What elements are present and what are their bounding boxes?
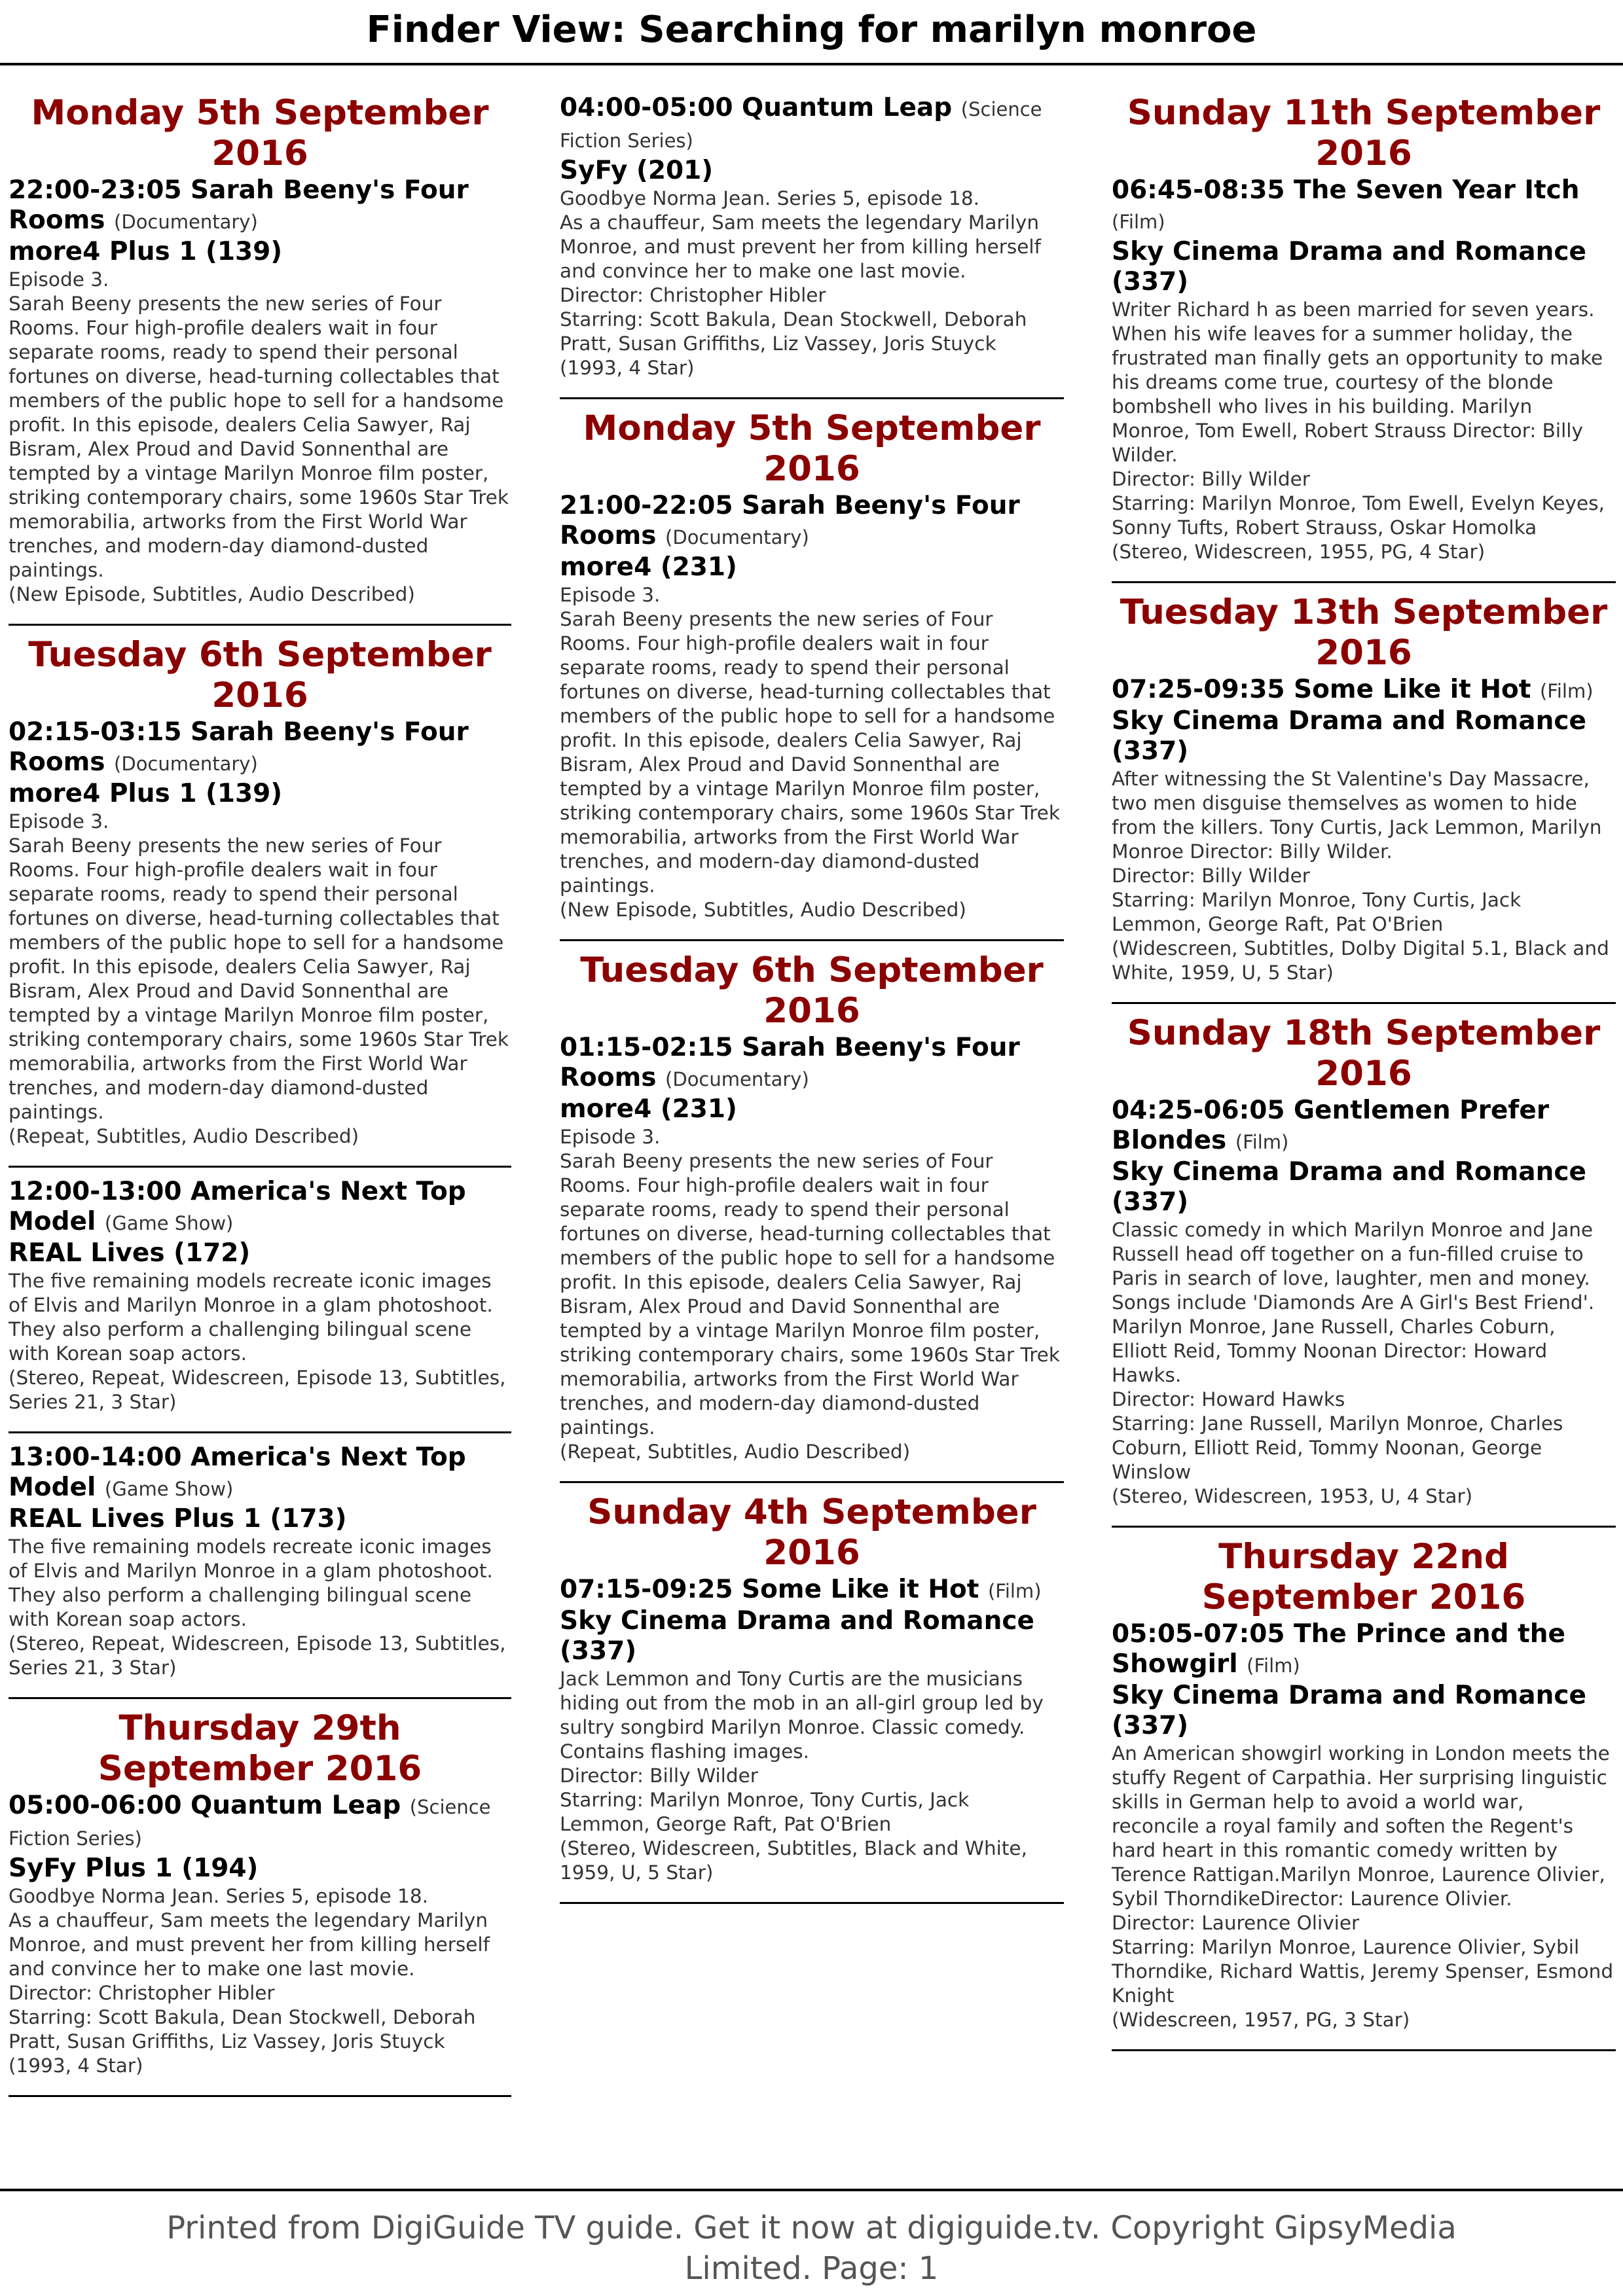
programme-title: The Prince and the Showgirl xyxy=(1112,1619,1565,1679)
programme-description: Episode 3. Sarah Beeny presents the new series of Four Rooms. Four high-profile dealers wait in four separate rooms, ready to spend their personal fortunes on diverse, head-turning collectables that members of the public hope to sell for a handsome profit. In this episode, dealers Celia Sawyer, Raj Bisram, Alex Proud and David Sonnenthal are tempted by a vintage Marilyn Monroe film poster, striking contemporary chairs, some 1960s Star Trek memorabilia, artworks from the First World War trenches, and modern-day diamond-dusted paintings. (New Episode, Subtitles, Audio Described) xyxy=(560,584,1060,921)
date-heading: Tuesday 13th September 2016 xyxy=(1120,592,1608,673)
programme-time: 04:25-06:05 xyxy=(1112,1096,1285,1125)
date-heading: Thursday 29th September 2016 xyxy=(98,1708,422,1789)
programme-heading xyxy=(9,1177,511,1238)
programme-listing xyxy=(9,1708,511,2097)
programme-description: After witnessing the St Valentine's Day Massacre, two men disguise themselves as women to hide from the killers. Tony Curtis, Jack Lemmon, Marilyn Monroe Director: Billy Wilder. Director: Billy Wilder Starring: Marilyn Monroe, Tony Curtis, Jack Lemmon, George Raft, Pat O'Brien (Widescreen, Subtitles, Dolby Digital 5.1, Black and White, 1959, U, 5 Star) xyxy=(1112,768,1609,984)
programme-title: America's Next Top Model xyxy=(9,1443,466,1502)
programme-listing xyxy=(1112,1013,1616,1528)
programme-listing xyxy=(560,1492,1064,1904)
programme-genre: (Film) xyxy=(1539,680,1594,702)
programme-heading xyxy=(9,717,511,779)
programme-listing xyxy=(1112,93,1616,583)
date-heading: Tuesday 6th September 2016 xyxy=(580,950,1044,1031)
programme-heading xyxy=(560,491,1064,552)
programme-title: Sarah Beeny's Four Rooms xyxy=(560,1033,1020,1092)
date-heading: Monday 5th September 2016 xyxy=(583,408,1041,489)
programme-description: Goodbye Norma Jean. Series 5, episode 18. As a chauffeur, Sam meets the legendary Marilyn Monroe, and must prevent her from killing herself and convince her to make one last movie. Director: Christopher Hibler Starring: Scott Bakula, Dean Stockwell, Deborah Pratt, Susan Griffiths, Liz Vassey, Joris Stuyck (1993, 4 Star) xyxy=(9,1885,490,2077)
programme-genre: (Film) xyxy=(987,1580,1042,1602)
programme-description: Episode 3. Sarah Beeny presents the new series of Four Rooms. Four high-profile dealers wait in four separate rooms, ready to spend their personal fortunes on diverse, head-turning collectables that members of the public hope to sell for a handsome profit. In this episode, dealers Celia Sawyer, Raj Bisram, Alex Proud and David Sonnenthal are tempted by a vintage Marilyn Monroe film poster, striking contemporary chairs, some 1960s Star Trek memorabilia, artworks from the First World War trenches, and modern-day diamond-dusted paintings. (New Episode, Subtitles, Audio Described) xyxy=(9,268,509,605)
programme-listing xyxy=(1112,592,1616,1004)
programme-genre: (Film) xyxy=(1235,1131,1289,1153)
programme-genre: (Science Fiction Series) xyxy=(9,1796,491,1850)
listing-column-1 xyxy=(9,93,511,2106)
channel-name: Sky Cinema Drama and Romance (337) xyxy=(1112,706,1586,766)
footer-line-2: Limited. Page: 1 xyxy=(684,2250,939,2287)
programme-title: The Seven Year Itch xyxy=(1294,175,1580,205)
programme-listing xyxy=(560,950,1064,1483)
programme-time: 13:00-14:00 xyxy=(9,1443,182,1472)
channel-name: Sky Cinema Drama and Romance (337) xyxy=(1112,1157,1586,1217)
programme-time: 22:00-23:05 xyxy=(9,175,182,205)
channel-name: REAL Lives (172) xyxy=(9,1238,251,1268)
programme-time: 01:15-02:15 xyxy=(560,1033,733,1062)
date-heading: Monday 5th September 2016 xyxy=(31,93,489,173)
channel-name: REAL Lives Plus 1 (173) xyxy=(9,1504,347,1534)
date-heading: Sunday 11th September 2016 xyxy=(1127,93,1601,173)
programme-genre: (Game Show) xyxy=(104,1212,234,1234)
programme-time: 05:00-06:00 xyxy=(9,1791,182,1820)
programme-title: America's Next Top Model xyxy=(9,1177,466,1236)
footer xyxy=(0,2208,1623,2289)
programme-listing xyxy=(560,93,1064,399)
programme-heading xyxy=(1112,175,1616,237)
listing-column-3 xyxy=(1112,93,1616,2060)
programme-heading xyxy=(1112,1619,1616,1681)
date-heading: Sunday 18th September 2016 xyxy=(1127,1013,1601,1094)
programme-genre: (Documentary) xyxy=(665,526,809,548)
footer-divider xyxy=(0,2189,1623,2191)
channel-name: more4 (231) xyxy=(560,1094,737,1124)
page-title: Finder View: Searching for marilyn monroe xyxy=(366,9,1257,51)
programme-genre: (Science Fiction Series) xyxy=(560,98,1042,152)
programme-description: Classic comedy in which Marilyn Monroe and Jane Russell head off together on a fun-filled cruise to Paris in search of love, laughter, men and money. Songs include 'Diamonds Are A Girl's Best Friend'. Marilyn Monroe, Jane Russell, Charles Coburn, Elliott Reid, Tommy Noonan Director: Howard Hawks. Director: Howard Hawks Starring: Jane Russell, Marilyn Monroe, Charles Coburn, Elliott Reid, Tommy Noonan, George Winslow (Stereo, Widescreen, 1953, U, 4 Star) xyxy=(1112,1219,1595,1507)
programme-heading xyxy=(560,1575,1064,1606)
programme-description: Goodbye Norma Jean. Series 5, episode 18. As a chauffeur, Sam meets the legendary Marilyn Monroe, and must prevent her from killing herself and convince her to make one last movie. Director: Christopher Hibler Starring: Scott Bakula, Dean Stockwell, Deborah Pratt, Susan Griffiths, Liz Vassey, Joris Stuyck (1993, 4 Star) xyxy=(560,187,1041,379)
programme-listing xyxy=(9,1177,511,1433)
programme-genre: (Film) xyxy=(1112,211,1165,233)
programme-title: Sarah Beeny's Four Rooms xyxy=(9,717,469,777)
programme-heading xyxy=(1112,675,1616,706)
footer-line-1: Printed from DigiGuide TV guide. Get it now at digiguide.tv. Copyright GipsyMedia xyxy=(166,2210,1457,2246)
programme-description: The five remaining models recreate iconic images of Elvis and Marilyn Monroe in a glam photoshoot. They also perform a challenging bilingual scene with Korean soap actors. (Stereo, Repeat, Widescreen, Episode 13, Subtitles, Series 21, 3 Star) xyxy=(9,1535,506,1679)
programme-description: Episode 3. Sarah Beeny presents the new series of Four Rooms. Four high-profile dealers wait in four separate rooms, ready to spend their personal fortunes on diverse, head-turning collectables that members of the public hope to sell for a handsome profit. In this episode, dealers Celia Sawyer, Raj Bisram, Alex Proud and David Sonnenthal are tempted by a vintage Marilyn Monroe film poster, striking contemporary chairs, some 1960s Star Trek memorabilia, artworks from the First World War trenches, and modern-day diamond-dusted paintings. (Repeat, Subtitles, Audio Described) xyxy=(560,1126,1060,1463)
programme-title: Some Like it Hot xyxy=(742,1575,979,1604)
programme-description: An American showgirl working in London meets the stuffy Regent of Carpathia. Her surprising linguistic skills in German help to avoid a world war, reconcile a royal family and soften the Regent's hard heart in this romantic comedy written by Terence Rattigan.Marilyn Monroe, Laurence Olivier, Sybil ThorndikeDirector: Laurence Olivier. Director: Laurence Olivier Starring: Marilyn Monroe, Laurence Olivier, Sybil Thorndike, Richard Wattis, Jeremy Spenser, Esmond Knight (Widescreen, 1957, PG, 3 Star) xyxy=(1112,1742,1614,2031)
programme-time: 06:45-08:35 xyxy=(1112,175,1285,205)
programme-heading xyxy=(560,93,1064,156)
programme-listing xyxy=(9,1443,511,1699)
programme-time: 07:15-09:25 xyxy=(560,1575,733,1604)
programme-title: Sarah Beeny's Four Rooms xyxy=(560,491,1020,550)
programme-genre: (Documentary) xyxy=(665,1068,809,1090)
date-heading: Thursday 22nd September 2016 xyxy=(1201,1537,1526,1617)
programme-title: Sarah Beeny's Four Rooms xyxy=(9,175,469,235)
listing-column-2 xyxy=(560,93,1064,1913)
programme-genre: (Documentary) xyxy=(114,211,258,233)
programme-description: Writer Richard h as been married for seven years. When his wife leaves for a summer holiday, the frustrated man finally gets an opportunity to make his dreams come true, courtesy of the blonde bombshell who lives in his building. Marilyn Monroe, Tom Ewell, Robert Strauss Director: Billy Wilder. Director: Billy Wilder Starring: Marilyn Monroe, Tom Ewell, Evelyn Keyes, Sonny Tufts, Robert Strauss, Oskar Homolka (Stereo, Widescreen, 1955, PG, 4 Star) xyxy=(1112,298,1605,563)
channel-name: SyFy Plus 1 (194) xyxy=(9,1854,259,1883)
channel-name: more4 Plus 1 (139) xyxy=(9,779,283,808)
programme-listing xyxy=(560,408,1064,941)
programme-title: Quantum Leap xyxy=(191,1791,401,1820)
programme-description: Episode 3. Sarah Beeny presents the new series of Four Rooms. Four high-profile dealers wait in four separate rooms, ready to spend their personal fortunes on diverse, head-turning collectables that members of the public hope to sell for a handsome profit. In this episode, dealers Celia Sawyer, Raj Bisram, Alex Proud and David Sonnenthal are tempted by a vintage Marilyn Monroe film poster, striking contemporary chairs, some 1960s Star Trek memorabilia, artworks from the First World War trenches, and modern-day diamond-dusted paintings. (Repeat, Subtitles, Audio Described) xyxy=(9,810,509,1147)
programme-time: 07:25-09:35 xyxy=(1112,675,1285,704)
programme-description: The five remaining models recreate iconic images of Elvis and Marilyn Monroe in a glam photoshoot. They also perform a challenging bilingual scene with Korean soap actors. (Stereo, Repeat, Widescreen, Episode 13, Subtitles, Series 21, 3 Star) xyxy=(9,1270,506,1413)
programme-time: 05:05-07:05 xyxy=(1112,1619,1285,1649)
programme-heading xyxy=(560,1033,1064,1094)
channel-name: Sky Cinema Drama and Romance (337) xyxy=(1112,237,1586,296)
date-heading: Sunday 4th September 2016 xyxy=(587,1492,1036,1573)
programme-description: Jack Lemmon and Tony Curtis are the musicians hiding out from the mob in an all-girl group led by sultry songbird Marilyn Monroe. Classic comedy. Contains flashing images. Director: Billy Wilder Starring: Marilyn Monroe, Tony Curtis, Jack Lemmon, George Raft, Pat O'Brien (Stereo, Widescreen, Subtitles, Black and White, 1959, U, 5 Star) xyxy=(560,1668,1044,1884)
programme-time: 02:15-03:15 xyxy=(9,717,182,747)
programme-listing xyxy=(9,635,511,1168)
channel-name: more4 (231) xyxy=(560,552,737,582)
header-divider xyxy=(0,63,1623,65)
programme-heading xyxy=(9,1791,511,1854)
programme-title: Quantum Leap xyxy=(742,93,953,122)
date-heading: Tuesday 6th September 2016 xyxy=(28,635,492,715)
programme-genre: (Documentary) xyxy=(114,753,258,775)
channel-name: more4 Plus 1 (139) xyxy=(9,237,283,266)
programme-time: 12:00-13:00 xyxy=(9,1177,182,1206)
programme-heading xyxy=(9,175,511,237)
programme-listing xyxy=(9,93,511,626)
channel-name: Sky Cinema Drama and Romance (337) xyxy=(1112,1681,1586,1740)
programme-title: Gentlemen Prefer Blondes xyxy=(1112,1096,1550,1155)
programme-genre: (Game Show) xyxy=(104,1478,234,1500)
channel-name: SyFy (201) xyxy=(560,156,714,185)
programme-title: Some Like it Hot xyxy=(1294,675,1531,704)
channel-name: Sky Cinema Drama and Romance (337) xyxy=(560,1606,1034,1666)
programme-heading xyxy=(9,1443,511,1504)
programme-time: 04:00-05:00 xyxy=(560,93,733,122)
programme-heading xyxy=(1112,1096,1616,1157)
programme-time: 21:00-22:05 xyxy=(560,491,733,520)
programme-listing xyxy=(1112,1537,1616,2051)
programme-genre: (Film) xyxy=(1247,1655,1300,1677)
